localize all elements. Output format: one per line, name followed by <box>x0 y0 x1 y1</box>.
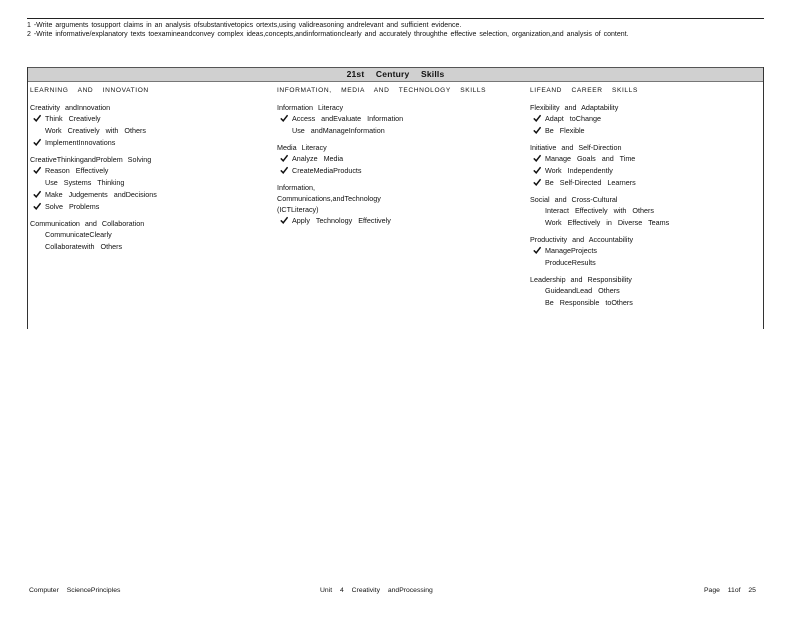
skill-item <box>277 113 507 125</box>
skill-item <box>30 177 260 189</box>
skill-item-label: Adapt toChange <box>545 114 601 123</box>
skill-section <box>530 274 760 309</box>
section-title: Creativity andInnovation <box>30 103 111 112</box>
check-mark-icon <box>533 126 541 134</box>
skill-item <box>30 189 260 201</box>
skill-item <box>530 217 760 229</box>
footer-course: Computer SciencePrinciples <box>29 587 121 594</box>
skill-item-label: ImplementInnovations <box>45 138 116 147</box>
skill-item-label: Be Self-Directed Learners <box>545 178 636 187</box>
footer-page-number: Page 11of 25 <box>704 587 756 594</box>
skill-item-label: Solve Problems <box>45 202 100 211</box>
section-title: Leadership and Responsibility <box>530 275 632 284</box>
skill-item <box>277 215 507 227</box>
section-title: Productivity and Accountability <box>530 235 634 244</box>
skill-section <box>277 182 507 227</box>
skill-item <box>277 153 507 165</box>
skill-item-label: Interact Effectively with Others <box>545 206 654 215</box>
skill-section <box>277 142 507 177</box>
skill-item-label: Access andEvaluate Information <box>292 114 404 123</box>
skill-item <box>530 245 760 257</box>
check-mark-icon <box>533 154 541 162</box>
section-title: Information Literacy <box>277 103 344 112</box>
column-heading: LIFEAND CAREER SKILLS <box>530 87 638 94</box>
skill-item-label: Think Creatively <box>45 114 101 123</box>
skill-section <box>530 234 760 269</box>
check-mark-icon <box>533 166 541 174</box>
check-mark-icon <box>533 114 541 122</box>
skill-section <box>530 102 760 137</box>
skill-item-label: Manage Goals and Time <box>545 154 636 163</box>
table-right-border <box>763 67 764 329</box>
skills-table-title: 21st Century Skills <box>346 69 445 79</box>
skill-section <box>30 154 260 213</box>
section-title: CreativeThinkingandProblem Solving <box>30 155 152 164</box>
check-mark-icon <box>33 138 41 146</box>
check-mark-icon <box>533 178 541 186</box>
skill-item <box>30 137 260 149</box>
column-heading: INFORMATION, MEDIA AND TECHNOLOGY SKILLS <box>277 87 487 94</box>
skill-item <box>530 285 760 297</box>
skill-item-label: Be Responsible toOthers <box>545 298 633 307</box>
section-title: Media Literacy <box>277 143 327 152</box>
skills-table <box>27 67 764 329</box>
skill-item <box>530 177 760 189</box>
skill-item <box>277 165 507 177</box>
check-mark-icon <box>280 154 288 162</box>
check-mark-icon <box>33 166 41 174</box>
section-title: Communication and Collaboration <box>30 219 145 228</box>
skills-column <box>277 85 507 227</box>
section-title: Social and Cross-Cultural <box>530 195 618 204</box>
skills-table-header <box>27 67 764 82</box>
skill-item-label: Make Judgements andDecisions <box>45 190 157 199</box>
skill-item-label: Work Independently <box>545 166 613 175</box>
skill-item-label: Analyze Media <box>292 154 344 163</box>
skill-item-label: CreateMediaProducts <box>292 166 362 175</box>
check-mark-icon <box>33 190 41 198</box>
standard-line-1: 1 -Write arguments tosupport claims in an analysis ofsubstantivetopics ortexts,using validreasoning andrelevant and sufficient evidence. <box>27 22 462 29</box>
skill-section <box>30 218 260 253</box>
skill-item-label: Work Creatively with Others <box>45 126 146 135</box>
skill-item-label: ManageProjects <box>545 246 597 255</box>
skill-item <box>530 125 760 137</box>
skill-item-label: Be Flexible <box>545 126 585 135</box>
skill-item-label: Reason Effectively <box>45 166 109 175</box>
check-mark-icon <box>33 202 41 210</box>
skill-item <box>277 125 507 137</box>
skill-item-label: Use Systems Thinking <box>45 178 125 187</box>
skill-item <box>30 125 260 137</box>
skill-item <box>30 241 260 253</box>
skill-item-label: CommunicateClearly <box>45 230 112 239</box>
skill-section <box>30 102 260 149</box>
skill-item-label: GuideandLead Others <box>545 286 620 295</box>
standard-line-2: 2 -Write informative/explanatory texts toexamineandconvey complex ideas,concepts,andinformationclearly and accurately throughthe effective selection, organization,and analysis of content. <box>27 31 629 38</box>
column-heading: LEARNING AND INNOVATION <box>30 87 149 94</box>
skill-section <box>530 194 760 229</box>
skill-item-label: Work Effectively in Diverse Teams <box>545 218 670 227</box>
skill-item <box>530 165 760 177</box>
section-title: Initiative and Self-Direction <box>530 143 622 152</box>
section-title: Flexibility and Adaptability <box>530 103 619 112</box>
top-rule <box>27 18 764 19</box>
skill-item-label: ProduceResults <box>545 258 596 267</box>
footer-unit: Unit 4 Creativity andProcessing <box>320 587 433 594</box>
table-left-border <box>27 67 28 329</box>
skill-item-label: Apply Technology Effectively <box>292 216 391 225</box>
check-mark-icon <box>280 166 288 174</box>
skill-section <box>277 102 507 137</box>
skills-column <box>30 85 260 253</box>
skill-section <box>530 142 760 189</box>
section-title: Information, Communications,andTechnology (ICTLiteracy) <box>277 183 381 214</box>
check-mark-icon <box>280 114 288 122</box>
skill-item <box>530 153 760 165</box>
check-mark-icon <box>280 216 288 224</box>
skill-item <box>530 205 760 217</box>
skill-item <box>530 257 760 269</box>
skill-item <box>30 201 260 213</box>
skill-item <box>30 165 260 177</box>
check-mark-icon <box>33 114 41 122</box>
skill-item <box>30 229 260 241</box>
check-mark-icon <box>533 246 541 254</box>
skill-item <box>530 297 760 309</box>
skill-item-label: Use andManageInformation <box>292 126 385 135</box>
skills-column <box>530 85 760 309</box>
skill-item-label: Collaboratewith Others <box>45 242 123 251</box>
skill-item <box>530 113 760 125</box>
skill-item <box>30 113 260 125</box>
